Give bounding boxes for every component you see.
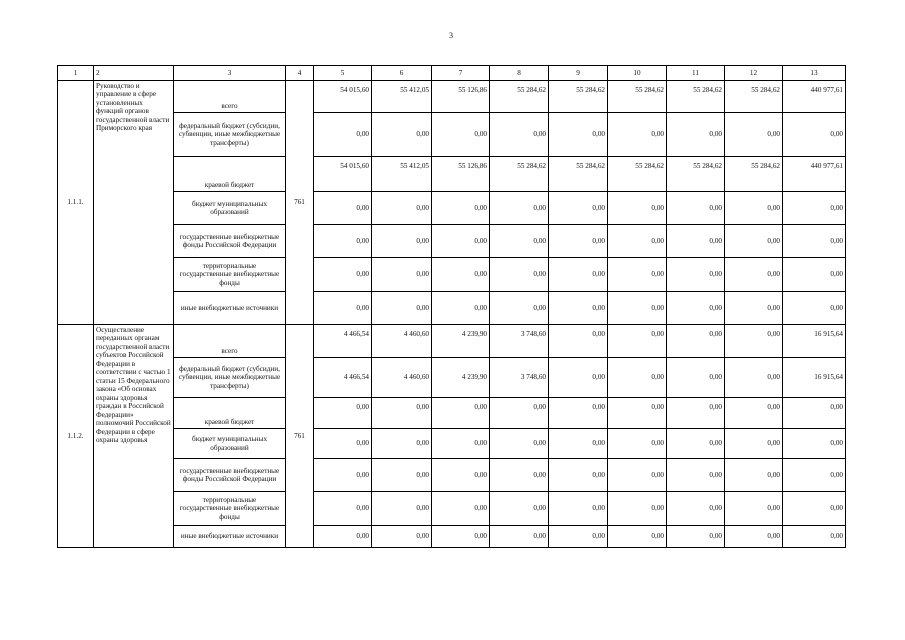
- value-cell: 4 460,60: [372, 358, 432, 398]
- funding-source: всего: [174, 325, 286, 358]
- value-cell: 0,00: [667, 192, 725, 225]
- page-number: 3: [449, 31, 453, 40]
- value-cell: 0,00: [608, 459, 667, 492]
- value-cell: 0,00: [490, 258, 549, 292]
- value-cell: 55 284,62: [549, 81, 608, 113]
- grbs-code: 761: [286, 81, 314, 325]
- value-cell: 0,00: [432, 429, 490, 459]
- value-cell: 0,00: [372, 398, 432, 429]
- value-cell: 0,00: [372, 258, 432, 292]
- value-cell: 4 239,90: [432, 358, 490, 398]
- value-cell: 0,00: [783, 225, 846, 258]
- value-cell: 0,00: [783, 113, 846, 157]
- value-cell: 0,00: [725, 526, 783, 548]
- header-cell: 3: [174, 66, 286, 81]
- value-cell: 3 748,60: [490, 325, 549, 358]
- value-cell: 0,00: [667, 225, 725, 258]
- value-cell: 4 466,54: [314, 358, 372, 398]
- value-cell: 55 412,05: [372, 157, 432, 192]
- value-cell: 0,00: [608, 492, 667, 526]
- value-cell: 55 284,62: [608, 157, 667, 192]
- value-cell: 0,00: [725, 225, 783, 258]
- header-cell: 13: [783, 66, 846, 81]
- value-cell: 0,00: [608, 258, 667, 292]
- value-cell: 55 412,05: [372, 81, 432, 113]
- value-cell: 55 284,62: [667, 157, 725, 192]
- value-cell: 0,00: [549, 325, 608, 358]
- value-cell: 0,00: [314, 225, 372, 258]
- value-cell: 0,00: [725, 292, 783, 325]
- value-cell: 0,00: [725, 398, 783, 429]
- value-cell: 0,00: [725, 113, 783, 157]
- row-code: 1.1.2.: [58, 325, 94, 548]
- value-cell: 4 460,60: [372, 325, 432, 358]
- value-cell: 0,00: [725, 192, 783, 225]
- value-cell: 55 126,86: [432, 157, 490, 192]
- table-row: [58, 492, 846, 526]
- value-cell: 0,00: [372, 492, 432, 526]
- value-cell: 0,00: [549, 113, 608, 157]
- value-cell: 0,00: [783, 429, 846, 459]
- value-cell: 0,00: [314, 258, 372, 292]
- header-cell: 1: [58, 66, 94, 81]
- value-cell: 0,00: [549, 492, 608, 526]
- funding-source: федеральный бюджет (субсидии, субвенции, иные межбюджетные трансферты): [174, 113, 286, 157]
- value-cell: 0,00: [372, 526, 432, 548]
- table-row: [58, 225, 846, 258]
- value-cell: 55 284,62: [608, 81, 667, 113]
- funding-source: территориальные государственные внебюджетные фонды: [174, 492, 286, 526]
- value-cell: 3 748,60: [490, 358, 549, 398]
- value-cell: 0,00: [608, 429, 667, 459]
- value-cell: 0,00: [667, 113, 725, 157]
- funding-source: краевой бюджет: [174, 398, 286, 429]
- value-cell: 0,00: [667, 429, 725, 459]
- value-cell: 0,00: [314, 459, 372, 492]
- value-cell: 55 284,62: [725, 81, 783, 113]
- value-cell: 54 015,60: [314, 81, 372, 113]
- value-cell: 0,00: [432, 113, 490, 157]
- value-cell: 0,00: [549, 398, 608, 429]
- funding-source: бюджет муниципальных образований: [174, 429, 286, 459]
- value-cell: 0,00: [490, 398, 549, 429]
- value-cell: 16 915,64: [783, 358, 846, 398]
- value-cell: 0,00: [432, 258, 490, 292]
- row-description: Осуществление переданных органам государственной власти субъектов Российской Федерации в соответствии с частью 1 статьи 15 Федерального закона «Об основах охраны здоровья граждан в Российской Федерации» полномочий Российской Федерации в сфере охраны здоровья: [94, 325, 174, 548]
- value-cell: 0,00: [314, 398, 372, 429]
- funding-source: государственные внебюджетные фонды Российской Федерации: [174, 459, 286, 492]
- row-description: Руководство и управление в сфере установленных функций органов государственной власти Приморского края: [94, 81, 174, 325]
- table-row: [58, 292, 846, 325]
- value-cell: 0,00: [667, 325, 725, 358]
- value-cell: 0,00: [608, 526, 667, 548]
- value-cell: 0,00: [783, 492, 846, 526]
- value-cell: 0,00: [667, 459, 725, 492]
- value-cell: 0,00: [783, 398, 846, 429]
- header-cell: 6: [372, 66, 432, 81]
- value-cell: 0,00: [608, 113, 667, 157]
- value-cell: 54 015,60: [314, 157, 372, 192]
- value-cell: 0,00: [372, 113, 432, 157]
- header-cell: 9: [549, 66, 608, 81]
- value-cell: 0,00: [314, 429, 372, 459]
- value-cell: 0,00: [490, 225, 549, 258]
- financing-table: [57, 65, 846, 548]
- header-cell: 12: [725, 66, 783, 81]
- value-cell: 0,00: [490, 292, 549, 325]
- value-cell: 0,00: [549, 192, 608, 225]
- value-cell: 440 977,61: [783, 157, 846, 192]
- funding-source: бюджет муниципальных образований: [174, 192, 286, 225]
- funding-source: федеральный бюджет (субсидии, субвенции, иные межбюджетные трансферты): [174, 358, 286, 398]
- value-cell: 0,00: [372, 192, 432, 225]
- value-cell: 0,00: [490, 192, 549, 225]
- table-row: [58, 459, 846, 492]
- table-row: [58, 81, 846, 113]
- value-cell: 0,00: [490, 113, 549, 157]
- funding-source: иные внебюджетные источники: [174, 526, 286, 548]
- value-cell: 0,00: [432, 292, 490, 325]
- value-cell: 0,00: [783, 258, 846, 292]
- value-cell: 0,00: [549, 429, 608, 459]
- value-cell: 0,00: [667, 258, 725, 292]
- value-cell: 55 284,62: [549, 157, 608, 192]
- value-cell: 0,00: [608, 192, 667, 225]
- value-cell: 0,00: [432, 192, 490, 225]
- header-row: [58, 66, 846, 81]
- value-cell: 55 284,62: [725, 157, 783, 192]
- header-cell: 8: [490, 66, 549, 81]
- value-cell: 0,00: [667, 358, 725, 398]
- table-row: [58, 258, 846, 292]
- value-cell: 0,00: [783, 192, 846, 225]
- funding-source: всего: [174, 81, 286, 113]
- value-cell: 0,00: [667, 398, 725, 429]
- table-row: [58, 358, 846, 398]
- header-cell: 4: [286, 66, 314, 81]
- value-cell: 0,00: [667, 292, 725, 325]
- table-row: [58, 157, 846, 192]
- value-cell: 0,00: [549, 526, 608, 548]
- value-cell: 0,00: [608, 325, 667, 358]
- value-cell: 4 239,90: [432, 325, 490, 358]
- funding-source: иные внебюджетные источники: [174, 292, 286, 325]
- value-cell: 0,00: [725, 358, 783, 398]
- value-cell: 0,00: [725, 325, 783, 358]
- value-cell: 0,00: [314, 192, 372, 225]
- value-cell: 0,00: [432, 526, 490, 548]
- value-cell: 0,00: [608, 398, 667, 429]
- value-cell: 55 284,62: [490, 157, 549, 192]
- value-cell: 0,00: [490, 492, 549, 526]
- value-cell: 0,00: [549, 358, 608, 398]
- value-cell: 0,00: [490, 429, 549, 459]
- value-cell: 0,00: [667, 492, 725, 526]
- table-row: [58, 325, 846, 358]
- value-cell: 0,00: [783, 526, 846, 548]
- value-cell: 0,00: [549, 459, 608, 492]
- value-cell: 0,00: [608, 292, 667, 325]
- value-cell: 0,00: [725, 258, 783, 292]
- value-cell: 0,00: [549, 292, 608, 325]
- value-cell: 0,00: [372, 429, 432, 459]
- value-cell: 0,00: [783, 459, 846, 492]
- value-cell: 0,00: [783, 292, 846, 325]
- table-row: [58, 192, 846, 225]
- value-cell: 0,00: [314, 492, 372, 526]
- value-cell: 0,00: [608, 225, 667, 258]
- value-cell: 0,00: [549, 258, 608, 292]
- value-cell: 0,00: [725, 459, 783, 492]
- table-row: [58, 429, 846, 459]
- value-cell: 16 915,64: [783, 325, 846, 358]
- grbs-code: 761: [286, 325, 314, 548]
- value-cell: 440 977,61: [783, 81, 846, 113]
- value-cell: 0,00: [725, 429, 783, 459]
- value-cell: 0,00: [490, 526, 549, 548]
- table-row: [58, 113, 846, 157]
- value-cell: 0,00: [314, 292, 372, 325]
- value-cell: 0,00: [549, 225, 608, 258]
- value-cell: 0,00: [490, 459, 549, 492]
- header-cell: 11: [667, 66, 725, 81]
- value-cell: 0,00: [432, 492, 490, 526]
- value-cell: 0,00: [372, 292, 432, 325]
- table-row: [58, 398, 846, 429]
- value-cell: 0,00: [608, 358, 667, 398]
- value-cell: 0,00: [667, 526, 725, 548]
- value-cell: 0,00: [725, 492, 783, 526]
- header-cell: 7: [432, 66, 490, 81]
- row-code: 1.1.1.: [58, 81, 94, 325]
- table-row: [58, 526, 846, 548]
- value-cell: 55 126,86: [432, 81, 490, 113]
- value-cell: 0,00: [314, 113, 372, 157]
- header-cell: 10: [608, 66, 667, 81]
- value-cell: 55 284,62: [490, 81, 549, 113]
- value-cell: 55 284,62: [667, 81, 725, 113]
- value-cell: 0,00: [432, 225, 490, 258]
- funding-source: государственные внебюджетные фонды Российской Федерации: [174, 225, 286, 258]
- funding-source: краевой бюджет: [174, 157, 286, 192]
- funding-source: территориальные государственные внебюджетные фонды: [174, 258, 286, 292]
- value-cell: 0,00: [314, 526, 372, 548]
- value-cell: 0,00: [432, 459, 490, 492]
- value-cell: 0,00: [372, 459, 432, 492]
- value-cell: 0,00: [372, 225, 432, 258]
- value-cell: 4 466,54: [314, 325, 372, 358]
- header-cell: 5: [314, 66, 372, 81]
- value-cell: 0,00: [432, 398, 490, 429]
- header-cell: 2: [94, 66, 174, 81]
